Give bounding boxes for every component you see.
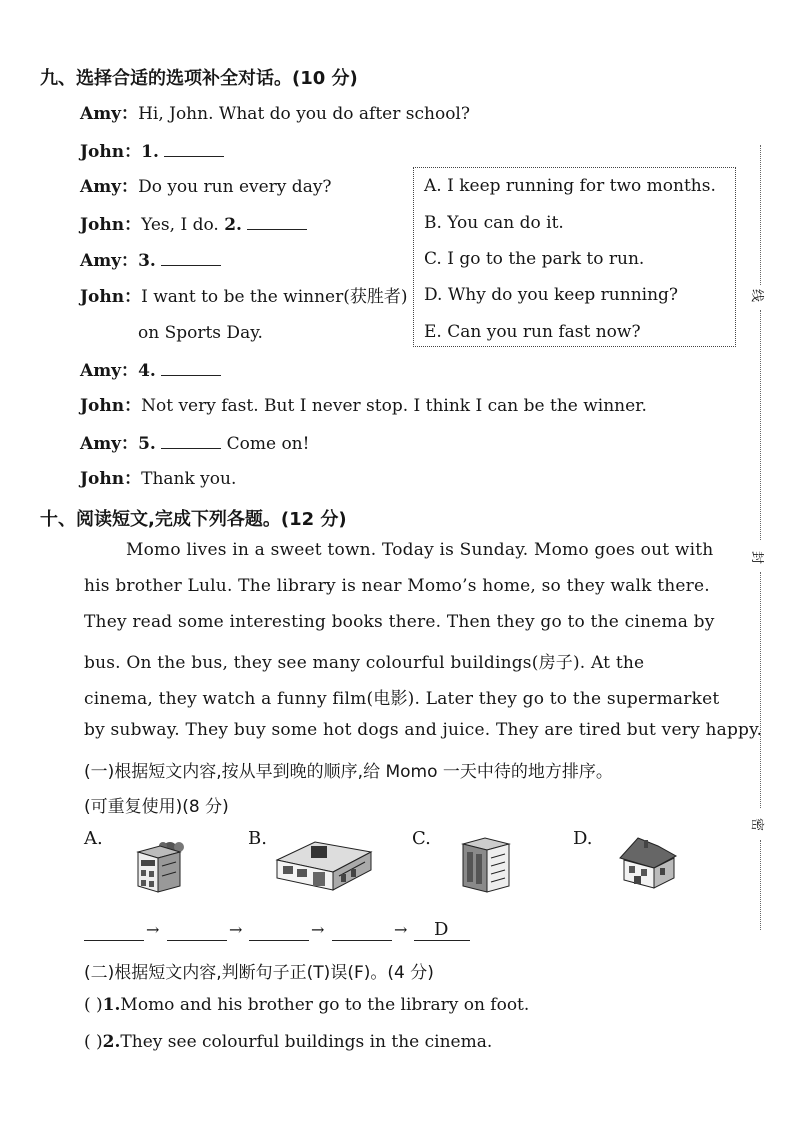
speaker: Amy：: [80, 434, 139, 454]
supermarket-building-icon: [275, 830, 373, 894]
sequence-blank-1[interactable]: [84, 940, 144, 941]
margin-dotted-line: [760, 840, 761, 930]
speaker: John：: [80, 396, 142, 416]
speaker: Amy：: [80, 361, 139, 381]
picture-label-d: D.: [573, 828, 593, 849]
part2-title: (二)根据短文内容,判断句子正(T)误(F)。(4 分): [84, 963, 434, 983]
answer-blank-1[interactable]: [164, 140, 224, 157]
dialogue-line-3: [80, 176, 332, 198]
dialogue-line-6-cont: on Sports Day.: [138, 323, 263, 343]
dialogue-text: Thank you.: [141, 469, 237, 489]
office-building-icon: [459, 832, 515, 894]
option-b: B. You can do it.: [424, 213, 564, 233]
section9-title: 九、选择合适的选项补全对话。(10 分): [40, 68, 358, 89]
dialogue-line-8: [80, 395, 647, 417]
passage-line-4: bus. On the bus, they see many colourful buildings(房子). At the: [84, 653, 645, 673]
question-number: 4.: [138, 361, 156, 381]
sequence-answer-d: D: [434, 919, 449, 940]
arrow-icon: →: [229, 920, 243, 939]
statement-1: [84, 994, 529, 1016]
arrow-icon: →: [394, 920, 408, 939]
statement-text: Momo and his brother go to the library on foot.: [120, 995, 530, 1015]
speaker: John：: [80, 469, 142, 489]
dialogue-text: Hi, John. What do you do after school?: [138, 104, 470, 124]
sequence-blank-2[interactable]: [167, 940, 227, 941]
option-c: C. I go to the park to run.: [424, 249, 645, 269]
option-e: E. Can you run fast now?: [424, 322, 641, 342]
section10-title: 十、阅读短文,完成下列各题。(12 分): [40, 509, 347, 530]
margin-dotted-line: [760, 310, 761, 540]
part1-title: (一)根据短文内容,按从早到晚的顺序,给 Momo 一天中待的地方排序。: [84, 762, 613, 782]
margin-char: 线: [749, 288, 765, 303]
margin-char: 密: [749, 817, 765, 832]
margin-dotted-line: [760, 572, 761, 808]
passage-line-5: cinema, they watch a funny film(电影). Later they go to the supermarket: [84, 689, 720, 709]
sequence-blank-5: [414, 940, 470, 941]
options-box: [413, 167, 736, 347]
dialogue-text: I want to be the winner(获胜者): [141, 287, 408, 307]
dialogue-text: Do you run every day?: [138, 177, 332, 197]
dialogue-line-6: [80, 286, 408, 308]
sequence-blank-3[interactable]: [249, 940, 309, 941]
passage-line-2: his brother Lulu. The library is near Momo’s home, so they walk there.: [84, 576, 710, 596]
statement-2: [84, 1031, 492, 1053]
speaker: John：: [80, 142, 142, 162]
speaker: Amy：: [80, 251, 139, 271]
part1-note: (可重复使用)(8 分): [84, 797, 229, 817]
picture-label-b: B.: [248, 828, 267, 849]
option-d: D. Why do you keep running?: [424, 285, 679, 305]
statement-number: 1.: [102, 995, 121, 1015]
sequence-blank-4[interactable]: [332, 940, 392, 941]
dialogue-line-2: [80, 140, 224, 163]
dialogue-line-10: [80, 468, 236, 490]
passage-line-6: by subway. They buy some hot dogs and juice. They are tired but very happy.: [84, 720, 763, 740]
dialogue-line-4: [80, 213, 307, 236]
dialogue-line-1: [80, 103, 470, 125]
speaker: Amy：: [80, 104, 139, 124]
answer-blank-5[interactable]: [161, 432, 221, 449]
question-number: 5.: [138, 434, 156, 454]
dialogue-text: Come on!: [226, 434, 310, 454]
statement-number: 2.: [102, 1032, 121, 1052]
picture-label-a: A.: [84, 828, 103, 849]
cinema-building-icon: [132, 838, 188, 894]
answer-blank-3[interactable]: [161, 249, 221, 266]
dialogue-text: Not very fast. But I never stop. I think I can be the winner.: [141, 396, 647, 416]
passage-line-3: They read some interesting books there. Then they go to the cinema by: [84, 612, 715, 632]
speaker: John：: [80, 215, 142, 235]
passage-line-1: Momo lives in a sweet town. Today is Sunday. Momo goes out with: [126, 540, 714, 560]
margin-char: 封: [749, 550, 765, 565]
arrow-icon: →: [311, 920, 325, 939]
answer-paren[interactable]: ( ): [84, 1032, 103, 1052]
picture-label-c: C.: [412, 828, 431, 849]
question-number: 1.: [141, 142, 159, 162]
answer-paren[interactable]: ( ): [84, 995, 103, 1015]
question-number: 2.: [224, 215, 242, 235]
dialogue-line-7: [80, 359, 221, 382]
answer-blank-4[interactable]: [161, 359, 221, 376]
option-a: A. I keep running for two months.: [424, 176, 716, 196]
dialogue-line-5: [80, 249, 221, 272]
dialogue-text: Yes, I do.: [141, 215, 219, 235]
answer-blank-2[interactable]: [247, 213, 307, 230]
statement-text: They see colourful buildings in the cinema.: [120, 1032, 493, 1052]
question-number: 3.: [138, 251, 156, 271]
dialogue-line-9: [80, 432, 309, 455]
house-icon: [614, 828, 682, 892]
margin-dotted-line: [760, 145, 761, 285]
arrow-icon: →: [146, 920, 160, 939]
speaker: Amy：: [80, 177, 139, 197]
speaker: John：: [80, 287, 142, 307]
